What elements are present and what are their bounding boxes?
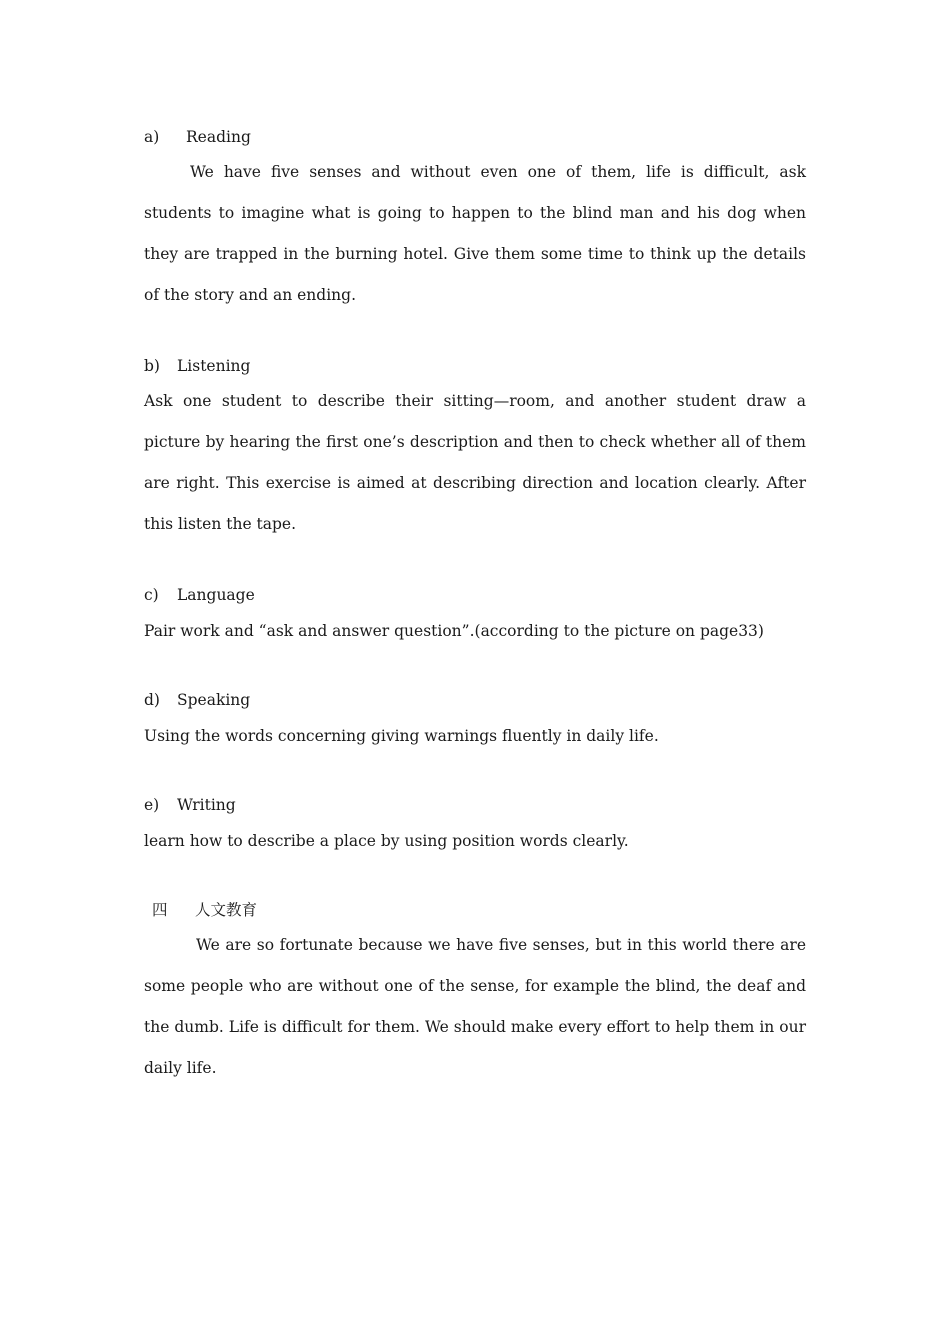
- section-e-body: learn how to describe a place by using position words clearly.: [144, 832, 629, 850]
- section-a-heading: [144, 125, 806, 149]
- section-b-body: Ask one student to describe their sitting—room, and another student draw a picture by hearing the first one’s description and then to check whether all of them are right. This exercise is aimed at describing direction and location clearly. After this listen the tape.: [144, 392, 806, 533]
- section-e-label: e): [144, 796, 160, 814]
- section-b-heading: [144, 354, 806, 378]
- section-c-body: Pair work and “ask and answer question”.(according to the picture on page33): [144, 622, 764, 640]
- section-four-heading: [152, 898, 814, 922]
- section-d-body: Using the words concerning giving warnings fluently in daily life.: [144, 727, 659, 745]
- section-e-heading: [144, 793, 806, 817]
- section-c-title: Language: [177, 586, 255, 604]
- section-four-title: 人文教育: [195, 901, 258, 919]
- section-b-title: Listening: [177, 357, 251, 375]
- section-a-body: We have five senses and without even one of them, life is difficult, ask students to imagine what is going to happen to the blind man and his dog when they are trapped in the burning hotel. Give them some time to think up the details of the story and an ending.: [144, 163, 806, 304]
- section-c-heading: [144, 583, 806, 607]
- section-b-label: b): [144, 357, 160, 375]
- section-a-title: Reading: [186, 128, 251, 146]
- section-e-title: Writing: [177, 796, 236, 814]
- section-d-heading: [144, 688, 806, 712]
- section-c-label: c): [144, 586, 159, 604]
- section-d-title: Speaking: [177, 691, 251, 709]
- section-d-label: d): [144, 691, 160, 709]
- section-four-number: 四: [152, 901, 168, 919]
- section-a-label: a): [144, 128, 160, 146]
- section-four-body: We are so fortunate because we have five senses, but in this world there are some people who are without one of the sense, for example the blind, the deaf and the dumb. Life is difficult for them. We should make every effort to help them in our daily life.: [144, 936, 806, 1077]
